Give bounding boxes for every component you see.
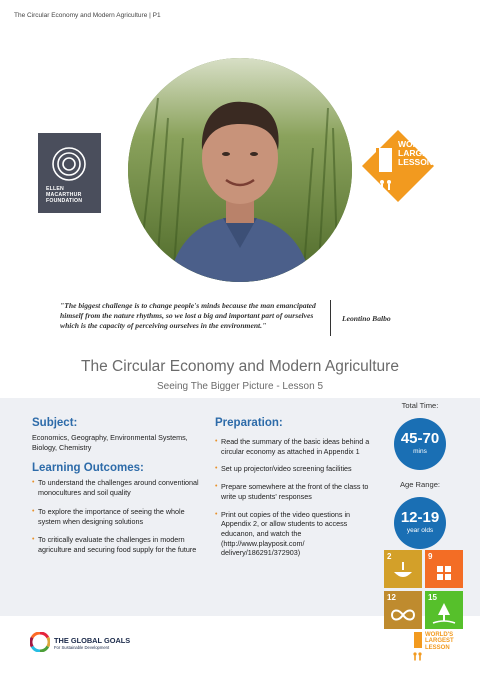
global-goals-tagline: For Sustainable Development bbox=[54, 645, 110, 650]
list-item: • Read the summary of the basic ideas behind a circular economy as attached in Appendix 1 bbox=[215, 437, 375, 456]
page-header: The Circular Economy and Modern Agriculture | P1 bbox=[14, 12, 161, 19]
sdg-9-icon bbox=[425, 550, 463, 588]
worlds-largest-lesson-footer-logo bbox=[410, 626, 454, 666]
age-range-value: 12-19 bbox=[400, 509, 440, 526]
portrait-photo bbox=[128, 58, 352, 282]
total-time-unit: mins bbox=[413, 448, 427, 455]
sdg-number: 9 bbox=[428, 552, 433, 561]
ellen-macarthur-foundation-logo bbox=[38, 133, 101, 213]
preparation-list bbox=[215, 437, 375, 558]
age-range-circle bbox=[394, 497, 446, 549]
list-item: • To understand the challenges around conventional monocultures and soil quality bbox=[32, 478, 208, 497]
sdg-number: 2 bbox=[387, 552, 392, 561]
age-range-unit: year olds bbox=[406, 527, 434, 534]
subject-heading: Subject: bbox=[32, 417, 78, 429]
page-subtitle: Seeing The Bigger Picture - Lesson 5 bbox=[156, 381, 324, 392]
quote-divider bbox=[330, 300, 331, 336]
left-column bbox=[32, 417, 208, 564]
subject-text: Economics, Geography, Environmental Systems, Biology, Chemistry bbox=[32, 433, 188, 452]
sdg-15-icon bbox=[425, 591, 463, 629]
quote-text: "The biggest challenge is to change people's minds because the man emancipated himself from the nature rhythms, so we lost a big and important part of ourselves which is the capacity of perceiving ourselves in the environment." bbox=[60, 301, 316, 331]
emf-logo-text: ELLEN MACARTHUR FOUNDATION bbox=[46, 186, 83, 205]
total-time-value: 45-70 bbox=[400, 430, 440, 447]
list-item: • Print out copies of the video questions in Appendix 2, or allow students to access educanon, and watch the (http://www.playposit.com/ delivery/186291/372903) bbox=[215, 510, 375, 559]
list-item: • To critically evaluate the challenges in modern agriculture and securing food supply for the future bbox=[32, 535, 208, 554]
sdg-12-icon bbox=[384, 591, 422, 629]
preparation-heading: Preparation: bbox=[215, 417, 283, 429]
wll-footer-text: WORLD'S LARGEST LESSON bbox=[425, 632, 454, 651]
sdg-number: 12 bbox=[387, 593, 396, 602]
quote-author: Leontino Balbo bbox=[342, 314, 391, 323]
worlds-largest-lesson-badge bbox=[362, 130, 439, 202]
list-item: • Prepare somewhere at the front of the class to write up students' responses bbox=[215, 482, 375, 501]
learning-outcomes-list bbox=[32, 478, 208, 554]
sdg-number: 15 bbox=[428, 593, 437, 602]
list-item: • Set up projector/video screening facilities bbox=[215, 464, 375, 474]
total-time-circle bbox=[394, 418, 446, 470]
total-time-label: Total Time: bbox=[401, 401, 439, 410]
page-title: The Circular Economy and Modern Agriculture bbox=[81, 358, 399, 375]
global-goals-name: THE GLOBAL GOALS bbox=[54, 636, 131, 645]
list-item: • To explore the importance of seeing the whole system when designing solutions bbox=[32, 507, 208, 526]
sdg-2-icon bbox=[384, 550, 422, 588]
wll-badge-text: WORLD'S LARGEST LESSON bbox=[398, 139, 439, 167]
age-range-label: Age Range: bbox=[399, 480, 441, 489]
preparation-column bbox=[215, 417, 375, 566]
learning-outcomes-heading: Learning Outcomes: bbox=[32, 462, 144, 475]
